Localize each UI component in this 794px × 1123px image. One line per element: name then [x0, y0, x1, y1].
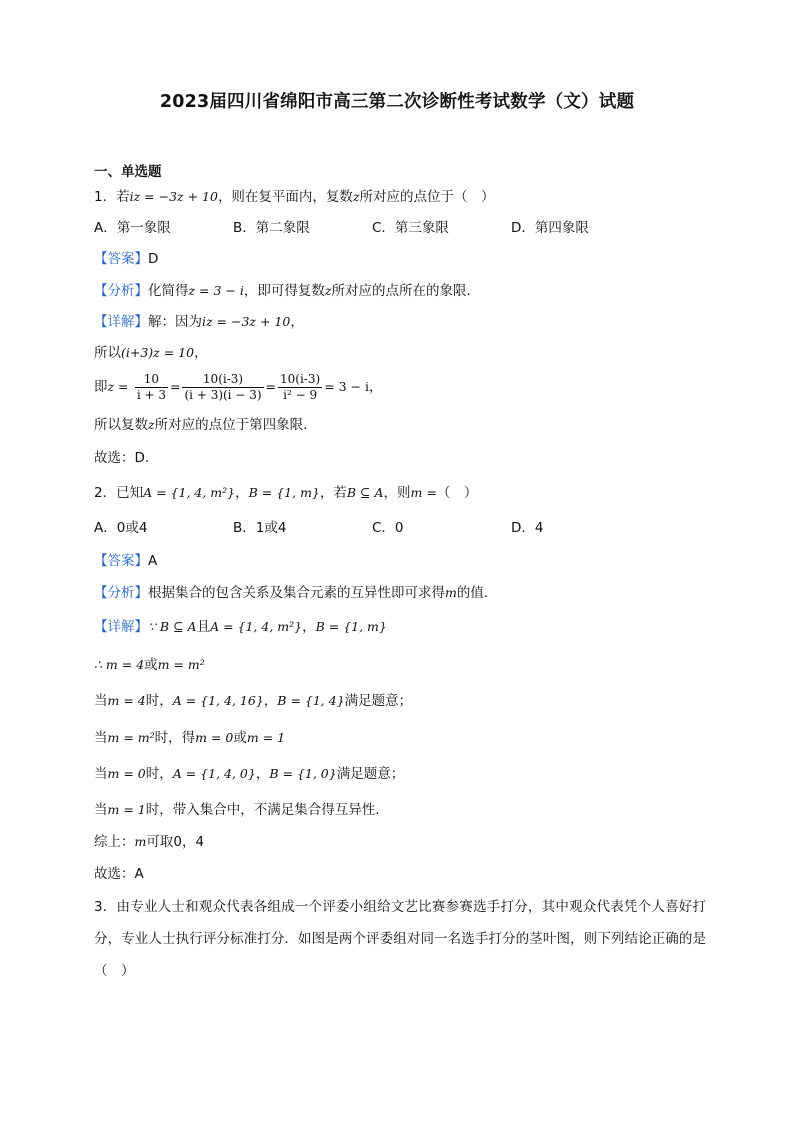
detail-tag: 【详解】 [94, 314, 148, 330]
q2-summary [94, 832, 204, 852]
q1-answer [94, 249, 158, 269]
q2-step1 [94, 655, 205, 675]
fraction-1 [135, 372, 168, 403]
q1-detail-end: ， [290, 314, 304, 330]
q2-stem-m: m = [410, 485, 437, 500]
analysis-tag: 【分析】 [94, 585, 148, 601]
q2-stem-mid2: ，则 [383, 485, 411, 501]
q1-options [94, 218, 650, 238]
q1-step3-var: z [148, 417, 155, 432]
q1-option-c: C．第三象限 [372, 220, 449, 236]
q2-stem-sep: ， [235, 485, 249, 501]
q1-analysis-eq: z = 3 − i [188, 283, 244, 298]
fraction-3-denominator: i² − 9 [283, 387, 318, 402]
q1-step2-pre: 即 [94, 379, 108, 395]
analysis-tag: 【分析】 [94, 283, 148, 299]
q2-stem-mid: ，若 [319, 485, 347, 501]
q2-analysis-pre: 根据集合的包含关系及集合元素的互异性即可求得 [148, 585, 445, 601]
q2-options [94, 518, 650, 538]
q2-step5-pre: 当 [94, 802, 108, 818]
q1-step1-end: ， [194, 345, 208, 361]
q2-analysis-var: m [445, 585, 457, 600]
q2-step3-pre: 当 [94, 730, 108, 746]
q2-analysis [94, 583, 488, 603]
answer-tag: 【答案】 [94, 553, 148, 569]
q2-answer-value: A [148, 553, 158, 569]
q1-stem-var: z [352, 189, 360, 204]
q2-stem [94, 483, 477, 503]
q2-option-d: D．4 [511, 520, 544, 536]
q2-step4-eq: m = 0 [107, 766, 146, 781]
q1-step1-eq: (i+3)z = 10 [121, 345, 195, 360]
q2-option-c: C．0 [372, 520, 404, 536]
q2-step4-mid: 时， [145, 766, 173, 782]
q2-detail-eq3: B = {1, m} [315, 619, 387, 634]
q2-step3-r2: m = 1 [246, 730, 286, 745]
q2-detail-eq2: A = {1, 4, m²} [210, 619, 303, 634]
q2-step2-eq: m = 4 [107, 693, 146, 708]
q1-detail-pre: 解：因为 [148, 314, 202, 330]
fraction-1-numerator: 10 [135, 372, 168, 388]
q2-stem-set-b: B = {1, m} [248, 485, 320, 500]
q2-option-b: B．1或4 [233, 520, 287, 536]
q3-stem: 3．由专业人士和观众代表各组成一个评委小组给文艺比赛参赛选手打分，其中观众代表凭个人喜好打分，专业人士执行评分标准打分．如图是两个评委组对同一名选手打分的茎叶图，则下列结论正确的是（ ） [94, 899, 706, 979]
q1-stem-end: 所对应的点位于（ ） [359, 189, 495, 205]
q2-step4-pre: 当 [94, 766, 108, 782]
q2-step2-set-a: A = {1, 4, 16} [172, 693, 264, 708]
q2-stem-set-a: A = {1, 4, m²} [143, 485, 236, 500]
q2-answer [94, 551, 157, 571]
q2-analysis-end: 的值. [456, 585, 489, 601]
q2-step3-mid: 时，得 [154, 730, 196, 746]
q2-step1-or: 或 [144, 657, 158, 673]
q2-summary-var: m [134, 834, 147, 849]
q1-step2-z: z = [107, 379, 129, 394]
q1-detail [94, 312, 304, 332]
q2-step3-r1: m = 0 [195, 730, 234, 745]
q2-stem-subset: B ⊆ A [346, 485, 384, 500]
q2-step5-eq: m = 1 [107, 802, 146, 817]
q1-option-d: D．第四象限 [511, 220, 589, 236]
fraction-1-denominator: i + 3 [136, 387, 166, 402]
fraction-2-numerator: 10(i-3) [182, 372, 263, 388]
q2-step2-pre: 当 [94, 693, 108, 709]
q1-stem-equation: iz = −3z + 10 [129, 189, 218, 204]
q1-step1 [94, 343, 208, 363]
q2-stem-prefix: 2．已知 [94, 485, 144, 501]
q2-detail-eq1: ∵ B ⊆ A [148, 619, 197, 634]
q1-answer-value: D [148, 251, 159, 267]
q2-step2-set-b: B = {1, 4} [277, 693, 345, 708]
q2-detail [94, 617, 387, 637]
q2-step5-end: 时，带入集合中，不满足集合得互异性. [145, 802, 380, 818]
q1-analysis-pre: 化简得 [148, 283, 189, 299]
q1-option-a: A．第一象限 [94, 220, 171, 236]
q2-step2 [94, 691, 412, 711]
q2-detail-sep: ， [302, 619, 316, 635]
q1-option-b: B．第二象限 [233, 220, 310, 236]
fraction-3-numerator: 10(i-3) [280, 371, 321, 386]
fraction-2 [182, 372, 263, 403]
q2-step4-set-a: A = {1, 4, 0} [172, 766, 256, 781]
q2-step4-set-b: B = {1, 0} [269, 766, 337, 781]
q1-detail-eq: iz = −3z + 10 [202, 314, 291, 329]
q2-step4-sep: ， [255, 766, 270, 782]
q1-stem-prefix: 1．若 [94, 189, 130, 205]
q1-step2-result: = 3 − i [324, 379, 370, 394]
q2-step3-or: 或 [233, 730, 247, 746]
q2-step4 [94, 764, 404, 784]
q2-step2-end: 满足题意； [344, 693, 413, 709]
q2-step3-eq: m = m² [107, 730, 155, 745]
q2-step2-sep: ， [263, 693, 278, 709]
q2-step3 [94, 728, 285, 748]
q2-stem-end: （ ） [436, 485, 478, 501]
detail-tag: 【详解】 [94, 619, 148, 635]
q2-step4-end: 满足题意； [336, 766, 405, 782]
q2-option-a: A．0或4 [94, 520, 148, 536]
section-heading: 一、单选题 [94, 164, 162, 180]
q2-step2-mid: 时， [145, 693, 173, 709]
q2-detail-and: 且 [196, 619, 211, 635]
q2-step1-eq1: ∴ m = 4 [94, 657, 145, 672]
q1-step3-end: 所对应的点位于第四象限. [154, 417, 308, 433]
q1-analysis-mid: ，即可得复数 [243, 283, 325, 299]
q1-choose: 故选：D. [94, 450, 150, 466]
q2-step1-eq2: m = m² [157, 657, 205, 672]
fraction-2-denominator: (i + 3)(i − 3) [184, 387, 262, 402]
q2-summary-end: 可取0，4 [146, 834, 205, 850]
q1-stem-suffix: ，则在复平面内，复数 [217, 189, 353, 205]
q1-analysis-var: z [324, 283, 332, 298]
page-title: 2023届四川省绵阳市高三第二次诊断性考试数学（文）试题 [159, 92, 635, 112]
q1-analysis-end: 所对应的点所在的象限. [331, 283, 471, 299]
q2-summary-pre: 综上： [94, 834, 135, 850]
q2-step5 [94, 800, 380, 820]
q1-step3-pre: 所以复数 [94, 417, 148, 433]
q2-choose: 故选：A [94, 866, 144, 882]
answer-tag: 【答案】 [94, 251, 148, 267]
q1-step2: 即z = $\frac{10}{i + 3}$ = $\frac{10(i-3)}{(i + 3)(i - 3)}$ = $\frac{10(i-3)}{\text{i² − 9}}$ = 3 − i， [94, 371, 383, 402]
q1-step2-end: ， [369, 379, 383, 395]
q1-analysis [94, 281, 471, 301]
fraction-3 [278, 372, 322, 403]
q1-step1-pre: 所以 [94, 345, 121, 361]
q1-stem [94, 187, 495, 207]
q1-step3 [94, 415, 307, 435]
